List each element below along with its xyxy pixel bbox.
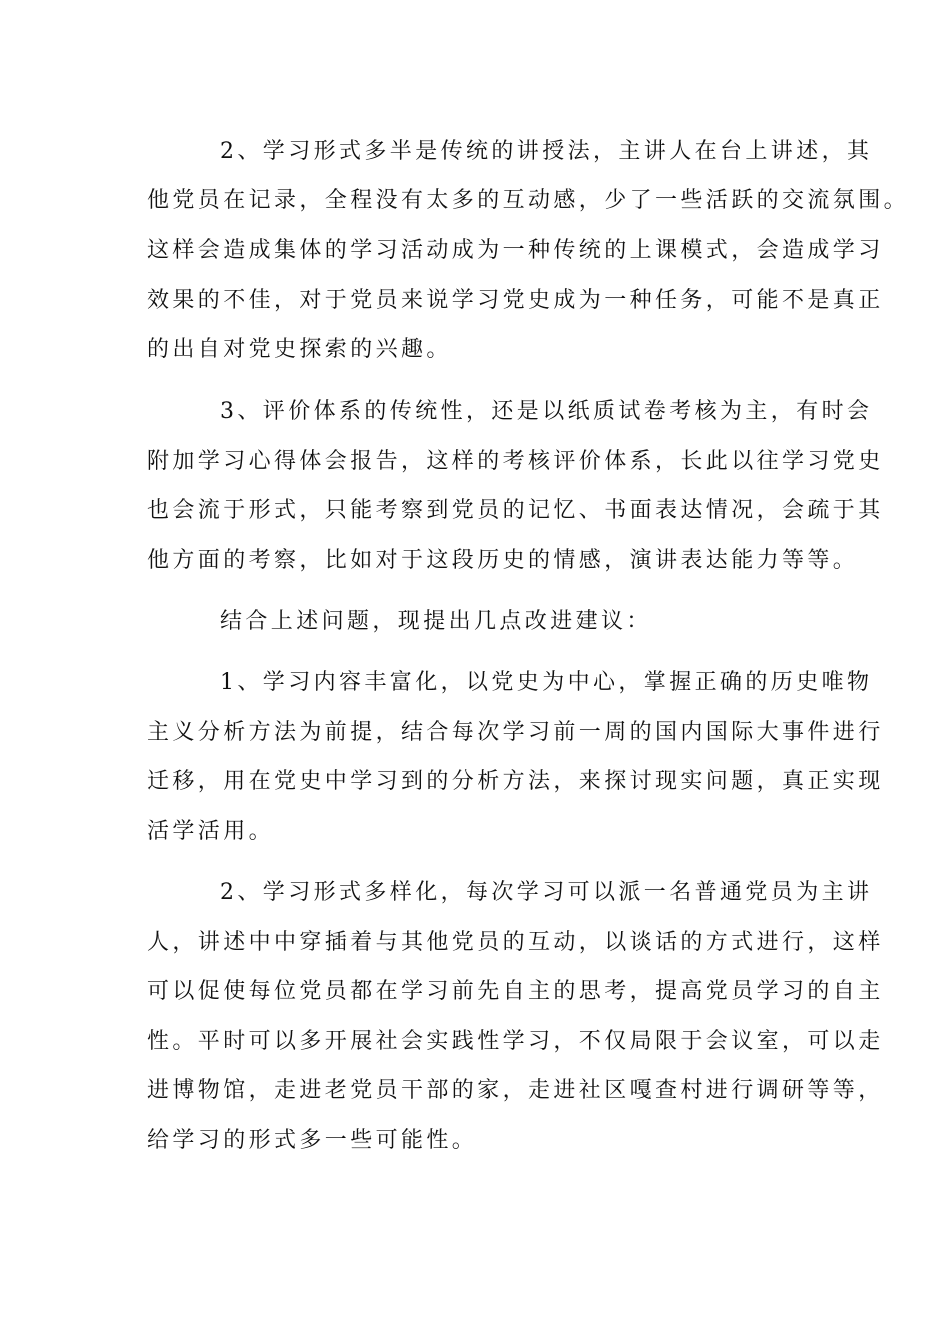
text-line: 2、学习形式多半是传统的讲授法，主讲人在台上讲述，其 <box>220 139 873 164</box>
text-line: 活学活用。 <box>147 819 275 844</box>
text-line: 进博物馆，走进老党员干部的家，走进社区嘎查村进行调研等等， <box>147 1078 884 1103</box>
text-line: 主义分析方法为前提，结合每次学习前一周的国内国际大事件进行 <box>147 720 884 745</box>
text-line: 结合上述问题，现提出几点改进建议： <box>220 609 652 634</box>
text-line: 性。平时可以多开展社会实践性学习，不仅局限于会议室，可以走 <box>147 1029 884 1054</box>
text-line: 的出自对党史探索的兴趣。 <box>147 337 452 362</box>
text-line: 附加学习心得体会报告，这样的考核评价体系，长此以往学习党史 <box>147 449 884 474</box>
text-line: 给学习的形式多一些可能性。 <box>147 1128 478 1153</box>
text-line: 2、学习形式多样化，每次学习可以派一名普通党员为主讲 <box>220 880 873 905</box>
text-line: 3、评价体系的传统性，还是以纸质试卷考核为主，有时会 <box>220 399 873 424</box>
text-line: 这样会造成集体的学习活动成为一种传统的上课模式，会造成学习 <box>147 238 884 263</box>
text-line: 他方面的考察，比如对于这段历史的情感，演讲表达能力等等。 <box>147 548 859 573</box>
text-line: 可以促使每位党员都在学习前先自主的思考，提高党员学习的自主 <box>147 979 884 1004</box>
text-line: 迁移，用在党史中学习到的分析方法，来探讨现实问题，真正实现 <box>147 769 884 794</box>
text-line: 人，讲述中中穿插着与其他党员的互动，以谈话的方式进行，这样 <box>147 930 884 955</box>
text-line: 他党员在记录，全程没有太多的互动感，少了一些活跃的交流氛围。 <box>147 188 910 213</box>
text-line: 效果的不佳，对于党员来说学习党史成为一种任务，可能不是真正 <box>147 288 884 313</box>
text-line: 也会流于形式，只能考察到党员的记忆、书面表达情况，会疏于其 <box>147 498 884 523</box>
text-line: 1、学习内容丰富化，以党史为中心，掌握正确的历史唯物 <box>220 670 873 695</box>
